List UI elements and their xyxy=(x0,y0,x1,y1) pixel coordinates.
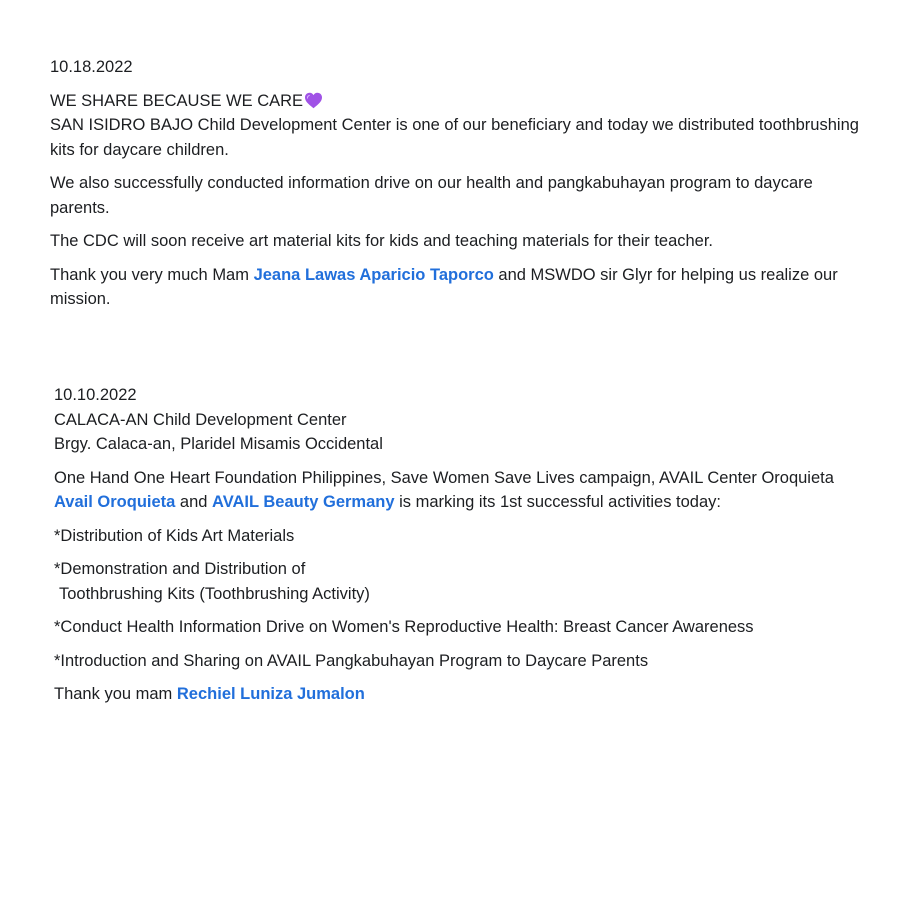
mention-link-jeana[interactable]: Jeana Lawas Aparicio Taporco xyxy=(253,265,494,284)
center-address: Brgy. Calaca-an, Plaridel Misamis Occidental xyxy=(54,435,383,453)
activity-item-line: Toothbrushing Kits (Toothbrushing Activity) xyxy=(59,584,370,603)
intro-text: One Hand One Heart Foundation Philippines, Save Women Save Lives campaign, AVAIL Center Oroquieta xyxy=(54,468,834,487)
post-paragraph: We also successfully conducted information drive on our health and pangkabuhayan program to daycare parents. xyxy=(50,174,813,217)
post-paragraph: The CDC will soon receive art material kits for kids and teaching materials for their teacher. xyxy=(50,232,714,250)
post-intro xyxy=(54,466,874,515)
post-date: 10.10.2022 xyxy=(54,386,137,404)
thanks-text: Thank you very much Mam xyxy=(50,265,254,284)
activity-item: *Introduction and Sharing on AVAIL Pangkabuhayan Program to Daycare Parents xyxy=(54,651,649,670)
activity-item: *Conduct Health Information Drive on Women's Reproductive Health: Breast Cancer Awareness xyxy=(54,618,754,636)
activity-item xyxy=(54,557,874,606)
activity-item-line: *Demonstration and Distribution of xyxy=(54,560,306,578)
post-paragraph: SAN ISIDRO BAJO Child Development Center is one of our beneficiary and today we distributed toothbrushing kits for daycare children. xyxy=(50,116,859,159)
center-name: CALACA-AN Child Development Center xyxy=(54,410,347,429)
post-oct-10 xyxy=(54,383,874,716)
mention-link-avail-oroquieta[interactable]: Avail Oroquieta xyxy=(54,493,176,511)
purple-heart-icon xyxy=(304,92,323,109)
post-headline-block xyxy=(50,89,870,163)
thanks-text: Thank you mam xyxy=(54,685,177,703)
post-header-block xyxy=(54,383,874,457)
mention-link-avail-beauty-germany[interactable]: AVAIL Beauty Germany xyxy=(212,493,395,511)
thanks-text: and MSWDO sir Glyr for helping us realize our mission. xyxy=(50,265,838,308)
intro-text: and xyxy=(175,493,213,511)
post-headline: WE SHARE BECAUSE WE CARE xyxy=(50,91,304,110)
post-thanks xyxy=(54,682,874,707)
activity-item: *Distribution of Kids Art Materials xyxy=(54,526,295,545)
post-thanks xyxy=(50,263,870,312)
intro-text: is marking its 1st successful activities today: xyxy=(394,493,721,511)
post-oct-18 xyxy=(50,55,870,321)
post-date: 10.18.2022 xyxy=(50,58,133,76)
mention-link-rechiel[interactable]: Rechiel Luniza Jumalon xyxy=(176,685,365,703)
